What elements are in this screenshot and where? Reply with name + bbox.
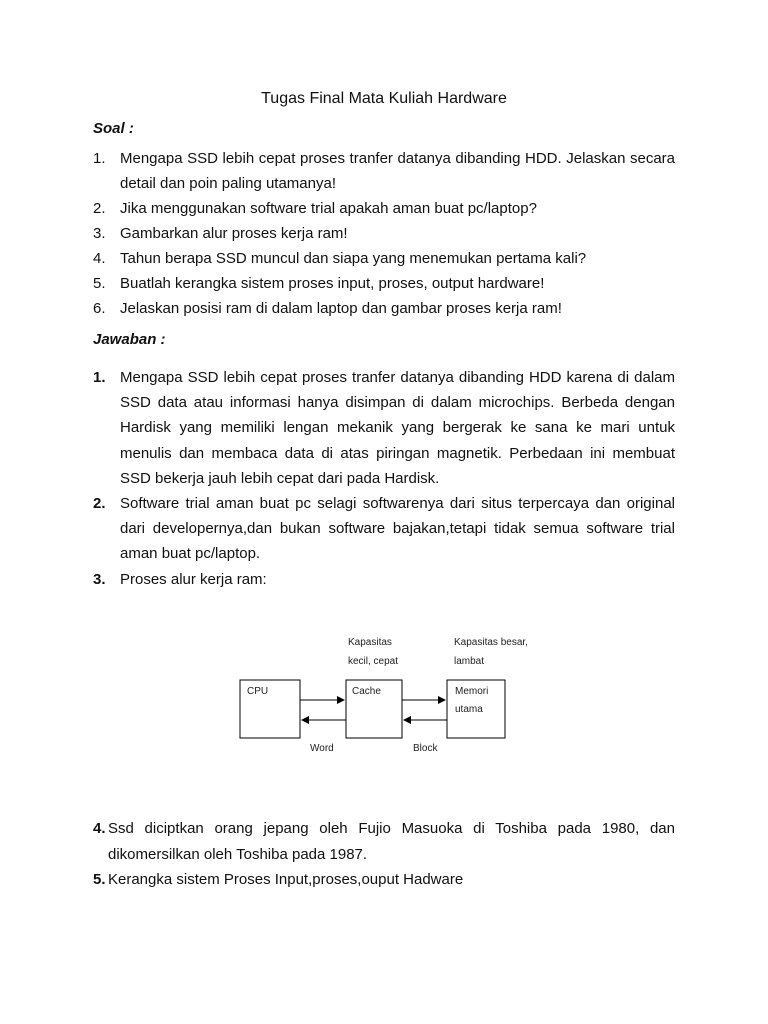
word-label: Word — [310, 743, 334, 754]
cache-note-line2: kecil, cepat — [348, 656, 399, 667]
cpu-label: CPU — [247, 686, 269, 697]
jawaban-heading: Jawaban : — [93, 331, 166, 348]
soal-item: 6. Jelaskan posisi ram di dalam laptop dan gambar proses kerja ram! — [93, 300, 562, 317]
soal-item: 4. Tahun berapa SSD muncul dan siapa yang menemukan pertama kali? — [93, 250, 587, 267]
soal-item: 3. Gambarkan alur proses kerja ram! — [93, 225, 348, 242]
jawaban-list-continued — [93, 816, 675, 893]
cache-note-line1: Kapasitas — [348, 637, 392, 648]
memori-note-line2: lambat — [454, 656, 485, 667]
soal-item: 1. Mengapa SSD lebih cepat proses tranfer datanya dibanding HDD. Jelaskan secara detail dan poin paling utamanya! — [93, 150, 675, 192]
ram-flow-diagram — [230, 628, 550, 758]
jawaban-item: 1. Mengapa SSD lebih cepat proses tranfer datanya dibanding HDD karena di dalam SSD data atau informasi hanya disimpan di dalam microchips. Berbeda dengan Hardisk yang memiliki lengan mekanik yang bergerak ke sana ke mari untuk menulis dan membaca data di atas piringan magnetik. Perbedaan ini membuat SSD bekerja jauh lebih cepat dari pada Hardisk. — [93, 369, 675, 487]
document-title: Tugas Final Mata Kuliah Hardware — [261, 90, 507, 107]
jawaban-item: 2. Software trial aman buat pc selagi softwarenya dari situs terpercaya dan original dari developernya,dan bukan software bajakan,tetapi tidak semua software trial aman buat pc/laptop. — [93, 495, 675, 563]
jawaban-item: 4. Ssd diciptkan orang jepang oleh Fujio Masuoka di Toshiba pada 1980, dan dikomersilkan oleh Toshiba pada 1987. — [93, 820, 675, 863]
soal-item: 2. Jika menggunakan software trial apakah aman buat pc/laptop? — [93, 200, 537, 217]
soal-heading: Soal : — [93, 120, 134, 137]
jawaban-item: 3. Proses alur kerja ram: — [93, 570, 267, 588]
memori-label-line2: utama — [455, 704, 483, 715]
block-label: Block — [413, 743, 438, 754]
jawaban-list — [93, 365, 675, 592]
memori-label-line1: Memori — [455, 686, 489, 697]
memori-note-line1: Kapasitas besar, — [454, 637, 528, 648]
soal-list — [93, 146, 675, 321]
soal-item: 5. Buatlah kerangka sistem proses input, proses, output hardware! — [93, 275, 545, 292]
cache-label: Cache — [352, 686, 381, 697]
jawaban-item: 5. Kerangka sistem Proses Input,proses,ouput Hadware — [93, 871, 464, 888]
